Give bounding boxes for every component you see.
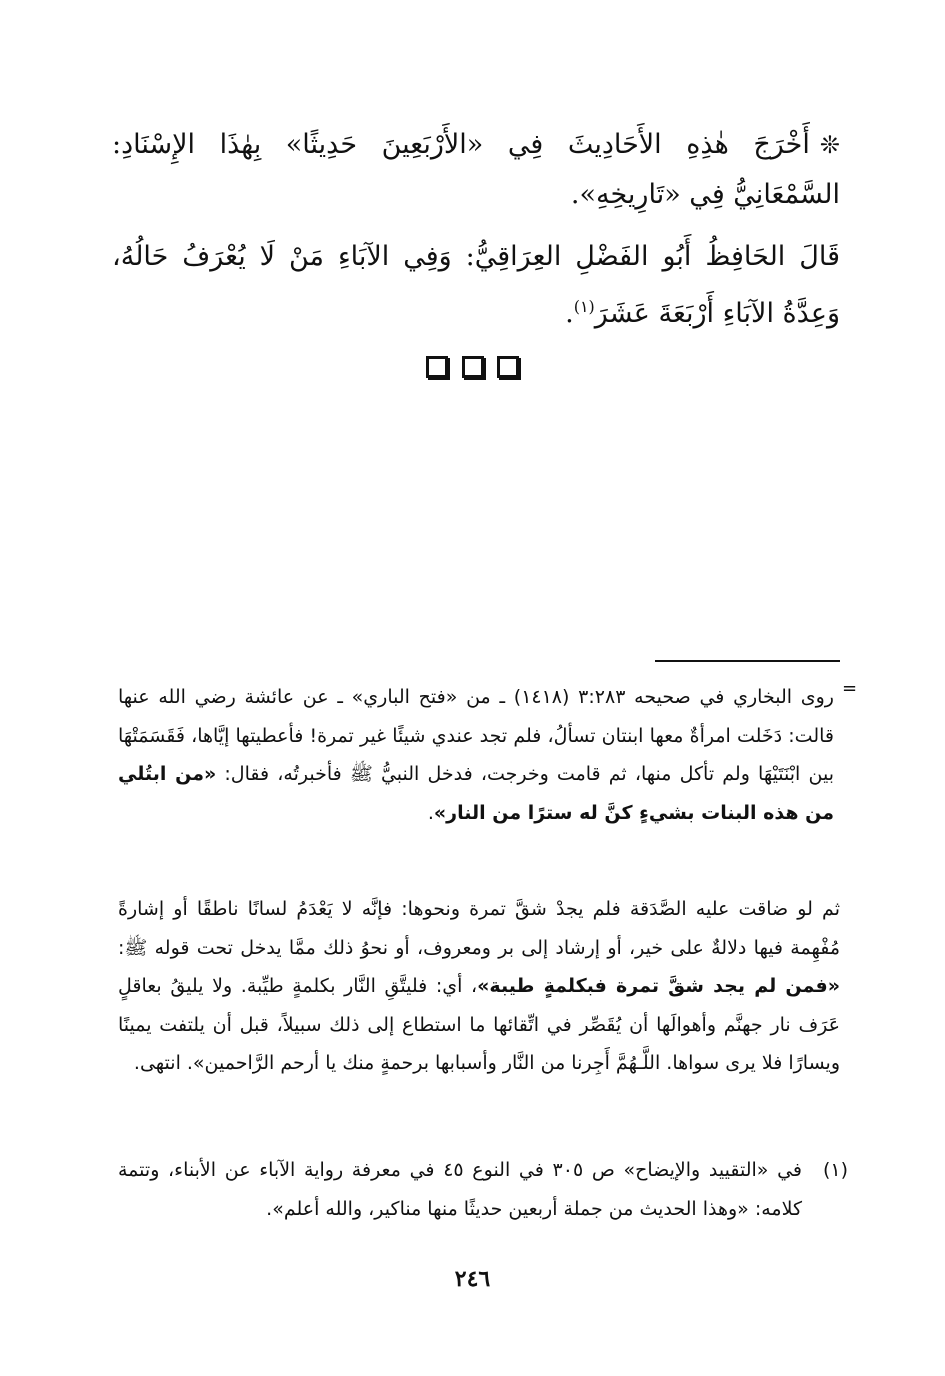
main-paragraph-2-end: . bbox=[565, 298, 574, 329]
footnote-continuation-mark: = bbox=[842, 678, 858, 699]
main-paragraph-2-text: قَالَ الحَافِظُ أَبُو الفَضْلِ العِرَاقِيُّ: وَفِي الآبَاءِ مَنْ لَا يُعْرَفُ حَالُهُ، وَعِدَّةُ الآبَاءِ أَرْبَعَةَ عَشَرَ bbox=[112, 241, 840, 329]
main-paragraph-1-text: أَخْرَجَ هٰذِهِ الأَحَادِيثَ فِي «الأَرْبَعِينَ حَدِيثًا» بِهٰذَا الإِسْنَادِ: السَّمْعَانِيُّ فِي «تَارِيخِهِ». bbox=[112, 129, 840, 210]
square-ornament-icon bbox=[497, 356, 519, 378]
footnote-1 bbox=[118, 1151, 802, 1228]
footnote-continued-paragraph-2 bbox=[118, 890, 840, 1083]
footnote-divider bbox=[655, 660, 840, 662]
page-number: ٢٤٦ bbox=[454, 1266, 491, 1292]
footnote-text: روى البخاري في صحيحه ٣:٢٨٣ (١٤١٨) ـ من «فتح الباري» ـ عن عائشة رضي الله عنها قالت: دَخَلت امرأةٌ معها ابنتان تسألُ، فلم تجد عندي شيئًا غير تمرة! فأعطيتها إيَّاها، فَقَسَمَتْهَا بين ابْنَتَيْهَا ولم تأكل منها، ثم قامت وخرجت، فدخل النبيُّ ﷺ فأخبرتُه، فقال: bbox=[118, 686, 834, 785]
footnote-text-end: . bbox=[427, 801, 434, 824]
main-paragraph-2 bbox=[112, 232, 840, 339]
hadith-quote: «من ابتُلي من هذه البنات بشيءٍ كنَّ له سترًا من النار» bbox=[118, 763, 834, 824]
section-separator bbox=[0, 356, 945, 382]
footnote-text: ، أي: فليتَّقِ النَّار بكلمةٍ طيِّبة. ولا يليقُ بعاقلٍ عَرَف نار جهنَّم وأهوالَها أن يُقَصِّر في اتِّقائها ما استطاع إلى ذلك سبيلاً، قبل أن يلتفت يمينًا ويسارًا فلا يرى سواها. اللَّـهُمَّ أَجِرنا من النَّار وأسبابها برحمةٍ منك يا أرحم الرَّاحمين». انتهى. bbox=[118, 975, 840, 1074]
square-ornament-icon bbox=[462, 356, 484, 378]
footnote-1-text: في «التقييد والإيضاح» ص ٣٠٥ في النوع ٤٥ في معرفة رواية الآباء عن الأبناء، وتتمة كلامه: «وهذا الحديث من جملة أربعين حديثًا منها مناكير، والله أعلم». bbox=[118, 1159, 802, 1220]
footnote-text: ثم لو ضاقت عليه الصَّدَقة فلم يجدْ شقَّ تمرة ونحوها: فإنَّه لا يَعْدَمُ لسانًا ناطقًا أو إشارةً مُفْهِمة فيها دلالةٌ على خير، أو إرشاد إلى بر ومعروف، أو نحوُ ذلك ممَّا يدخل تحت قوله ﷺ: bbox=[118, 898, 840, 959]
hadith-quote: «فمن لم يجد شقَّ تمرة فبكلمةٍ طيبة» bbox=[477, 975, 840, 997]
footnote-reference: (١) bbox=[573, 297, 595, 316]
footnote-number: (١) bbox=[822, 1159, 848, 1181]
main-paragraph-1 bbox=[112, 120, 840, 220]
footnote-continued-paragraph-1 bbox=[118, 678, 834, 832]
star-ornament-icon: ❊ bbox=[819, 131, 840, 159]
square-ornament-icon bbox=[426, 356, 448, 378]
